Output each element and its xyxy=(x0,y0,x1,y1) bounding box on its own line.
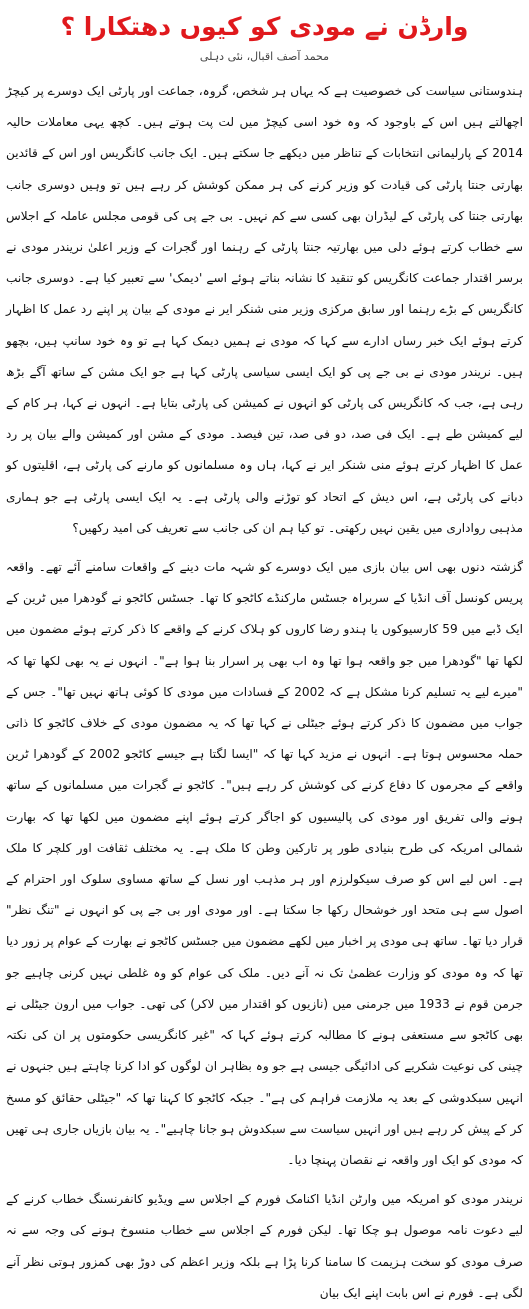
article-paragraph: گزشتہ دنوں بھی اس بیان بازی میں ایک دوسرے کو شہہ مات دینے کے واقعات سامنے آئے تھے۔ واقعہ پریس کونسل آف انڈیا کے سربراہ جسٹس مارکنڈے کاٹجو کا تھا۔ جسٹس کاٹجو نے گودھرا میں ٹرین کے ایک ڈبے میں 59 کارسیوکوں یا ہندو رضا کاروں کو ہلاک کرنے کے واقعے کا ذکر کرتے ہوئے مضمون میں لکھا تھا "گودھرا میں جو واقعہ ہوا تھا وہ اب بھی پر اسرار بنا ہوا ہے"۔ انہوں نے یہ بھی لکھا تھا کہ "میرے لیے یہ تسلیم کرنا مشکل ہے کہ 2002 کے فسادات میں مودی کا کوئی ہاتھ نہیں تھا"۔ جس کے جواب میں مضمون کا ذکر کرتے ہوئے جیٹلی نے کہا تھا کہ یہ مضمون مودی کے خلاف کاٹجو کا ذاتی حملہ محسوس ہوتا ہے۔ انہوں نے مزید کہا تھا کہ "ایسا لگتا ہے جیسے کاٹجو 2002 کے گودھرا ٹرین واقعے کے مجرموں کا دفاع کرنے کی کوشش کر رہے ہیں"۔ کاٹجو نے گجرات میں مسلمانوں کے ساتھ ہونے والی تفریق اور مودی کی پالیسیوں کو اجاگر کرتے ہوئے اپنے مضمون میں لکھا تھا کہ بھارت شمالی امریکہ کی طرح بنیادی طور پر تارکین وطن کا ملک ہے۔ یہ مختلف ثقافت اور کلچر کا ملک ہے۔ اس لیے اس کو صرف سیکولرزم اور ہر مذہب اور نسل کے ساتھ مساوی سلوک اور احترام کے اصول سے ہی متحد اور خوشحال رکھا جا سکتا ہے۔ اور مودی اور بی جے پی کو انہوں نے "تنگ نظر" قرار دیا تھا۔ ساتھ ہی مودی پر اخبار میں لکھے مضمون میں جسٹس کاٹجو نے بھارت کے عوام پر زور دیا تھا کہ وہ مودی کو وزارت عظمیٰ تک نہ آنے دیں۔ ملک کی عوام کو وہ غلطی نہیں کرنی چاہیے جو جرمن قوم نے 1933 میں جرمنی میں (نازیوں کو اقتدار میں لاکر) کی تھی۔ جواب میں ارون جیٹلی نے بھی کاٹجو سے مستعفی ہونے کا مطالبہ کرتے ہوئے کہا کہ "غیر کانگریسی حکومتوں پر ان کی نکتہ چینی کی نوعیت شکریے کی ادائیگی جیسی ہے جو وہ بظاہر ان لوگوں کو ادا کرنا چاہتے ہیں جنہوں نے انہیں سبکدوشی کے بعد یہ ملازمت فراہم کی ہے"۔ جبکہ کاٹجو کا کہنا تھا کہ "جیٹلی حقائق کو مسخ کر کے پیش کر رہے ہیں اور انہیں سیاست سے سبکدوش ہو جانا چاہیے"۔ یہ بیان بازیاں جاری ہی تھیں کہ مودی کو ایک اور واقعہ نے نقصان پہنچا دیا۔ xyxy=(6,560,524,1167)
article-body xyxy=(6,76,523,1309)
article-title: وارڈن نے مودی کو کیوں دھتکارا ؟ xyxy=(60,12,469,41)
article-paragraph: ہندوستانی سیاست کی خصوصیت ہے کہ یہاں ہر شخص، گروہ، جماعت اور پارٹی ایک دوسرے پر کیچڑ اچھالتے ہیں اس کے باوجود کہ وہ خود اسی کیچڑ میں لت پت ہوتے ہیں۔ کچھ یہی معاملات حالیہ 2014 کے پارلیمانی انتخابات کے تناظر میں دیکھے جا سکتے ہیں۔ ایک جانب کانگریس اور اس کے قائدین بھارتی جنتا پارٹی کی قیادت کو وزیر کرنے کی ہر ممکن کوشش کر رہے ہیں تو وہیں دوسری جانب بھارتی جنتا کی پارٹی کے لیڈران بھی کسی سے کم نہیں۔ بی جے پی کی قومی مجلس عاملہ کے اجلاس سے خطاب کرتے ہوئے دلی میں بھارتیہ جنتا پارٹی کے رہنما اور گجرات کے وزیر اعلیٰ نریندر مودی نے برسر اقتدار جماعت کانگریس کو تنقید کا نشانہ بناتے ہوئے اسے 'دیمک' سے تعبیر کیا ہے۔ دوسری جانب کانگریس کے بڑے رہنما اور سابق مرکزی وزیر منی شنکر ایر نے مودی کے بیان پر اپنے رد عمل کا اظہار کرتے ہوئے ایک خبر رساں ادارے سے کہا کہ مودی نے ہمیں دیمک کہا ہے تو وہ خود سانپ ہیں، بچھو ہیں۔ نریندر مودی نے بی جے پی کو ایک ایسی سیاسی پارٹی کہا ہے جو ایک مشن کے ساتھ آگے بڑھ رہی ہے، جب کہ کانگریس کی پارٹی کو انہوں نے کمیشن کی پارٹی بتایا ہے۔ انہوں نے کہا، ہر کام کے لیے کمیشن طے ہے۔ ایک فی صد، دو فی صد، تین فیصد۔ مودی کے مشن اور کمیشن والے بیان پر رد عمل کا اظہار کرتے ہوئے منی شنکر ایر نے کہا، ہاں وہ مسلمانوں کو مارنے کی پارٹی ہے، اقلیتوں کو دبانے کی پارٹی ہے، اس دیش کے اتحاد کو توڑنے والی پارٹی ہے۔ یہ ایک ایسی پارٹی ہے جو ہماری مذہبی رواداری میں یقین نہیں رکھتی۔ تو کیا ہم ان کی جانب سے تعریف کی امید رکھیں؟ xyxy=(6,84,523,535)
article-paragraph: نریندر مودی کو امریکہ میں وارٹن انڈیا اکنامک فورم کے اجلاس سے ویڈیو کانفرنسنگ خطاب کرنے کے لیے دعوت نامہ موصول ہو چکا تھا۔ لیکن فورم کے اجلاس سے خطاب منسوخ ہونے کی وجہ سے نہ صرف مودی کو سخت ہزیمت کا سامنا کرنا پڑا ہے بلکہ وزیر اعظم کی دوڑ بھی کمزور ہوتی نظر آنے لگی ہے۔ فورم نے اس بابت اپنے ایک بیان xyxy=(6,1192,523,1300)
author-byline: محمد آصف اقبال، نئی دہلی xyxy=(199,50,330,63)
